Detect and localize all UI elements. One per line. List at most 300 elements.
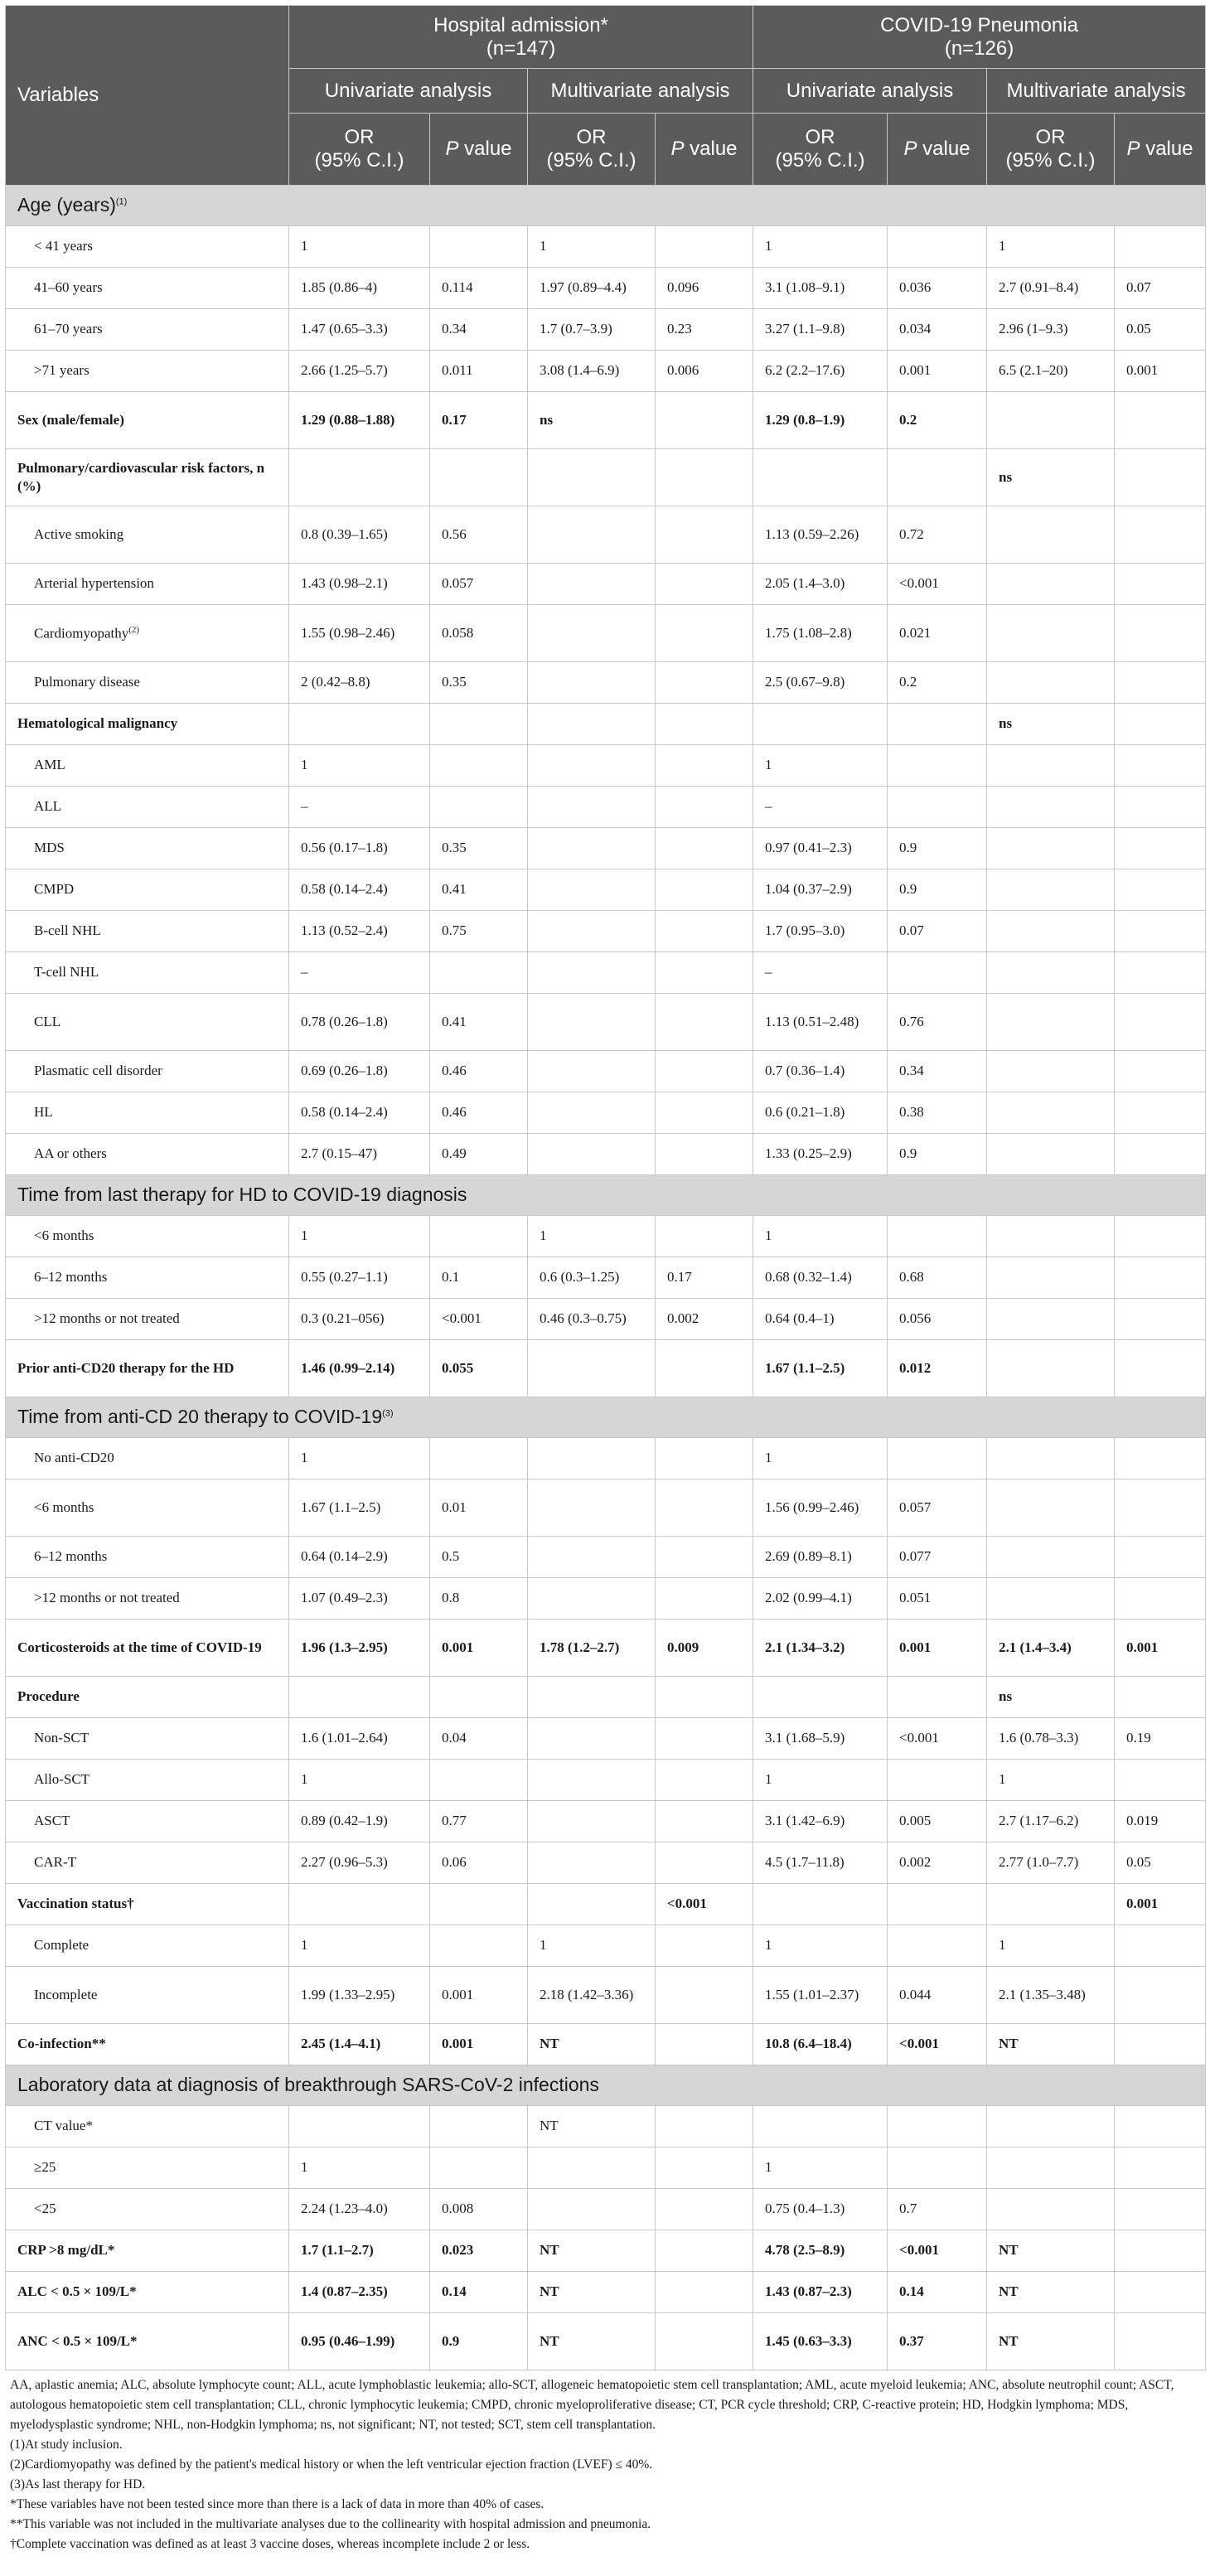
- or-cell: ns: [528, 392, 656, 449]
- p-value-cell: 0.56: [430, 506, 528, 564]
- or-cell: [987, 506, 1115, 564]
- or-cell: 0.97 (0.41–2.3): [753, 828, 888, 869]
- row-label: [6, 1479, 289, 1537]
- p-value-cell: [1115, 392, 1206, 449]
- value-label: value: [690, 138, 738, 161]
- row-label-text: Vaccination status†: [17, 1896, 134, 1912]
- footnote: (2)Cardiomyopathy was defined by the patient's medical history or when the left ventricular ejection fraction (LVEF) ≤ 40%.: [10, 2457, 653, 2472]
- row-label-text: Complete: [34, 1937, 90, 1954]
- or-cell: 1.67 (1.1–2.5): [753, 1340, 888, 1397]
- variable-row: [6, 2024, 1206, 2065]
- p-label: P: [670, 138, 685, 161]
- or-cell: [987, 1134, 1115, 1175]
- p-value-cell: <0.001: [888, 564, 987, 605]
- or-label: OR: [805, 126, 835, 149]
- p-value-cell: [1115, 952, 1206, 994]
- p-value-cell: 0.06: [430, 1842, 528, 1884]
- or-cell: [987, 605, 1115, 662]
- row-label: [6, 392, 289, 449]
- row-label-text: Active smoking: [34, 525, 124, 542]
- row-label-text: 6–12 months: [34, 1548, 108, 1565]
- or-cell: [987, 869, 1115, 911]
- row-label: [6, 1051, 289, 1092]
- or-cell: [528, 828, 656, 869]
- analysis-header: Multivariate analysis: [987, 69, 1206, 114]
- p-value-cell: [888, 1677, 987, 1718]
- variable-row: [6, 704, 1206, 745]
- or-cell: 0.95 (0.46–1.99): [289, 2313, 430, 2370]
- p-value-cell: 0.006: [656, 351, 753, 392]
- or-cell: 1.55 (1.01–2.37): [753, 1967, 888, 2024]
- footnote: *These variables have not been tested since more than there is a lack of data in more than 40% of cases.: [10, 2497, 544, 2512]
- row-label: [6, 2230, 289, 2272]
- or-cell: [528, 745, 656, 787]
- or-cell: [987, 1884, 1115, 1925]
- category-row: [6, 1092, 1206, 1134]
- p-value-cell: [656, 911, 753, 952]
- or-cell: 0.58 (0.14–2.4): [289, 869, 430, 911]
- p-value-cell: [430, 226, 528, 268]
- or-cell: [528, 506, 656, 564]
- row-label: [6, 952, 289, 994]
- p-value-cell: 0.002: [888, 1842, 987, 1884]
- p-value-cell: [888, 226, 987, 268]
- p-value-cell: [656, 1677, 753, 1718]
- or-cell: 2.45 (1.4–4.1): [289, 2024, 430, 2065]
- row-label-text: CLL: [34, 1013, 61, 1029]
- or-cell: [528, 1438, 656, 1479]
- p-value-cell: 0.114: [430, 268, 528, 309]
- group-title: COVID-19 Pneumonia: [880, 13, 1078, 36]
- row-label: [6, 745, 289, 787]
- or-cell: NT: [528, 2272, 656, 2313]
- or-cell: 0.69 (0.26–1.8): [289, 1051, 430, 1092]
- or-ci-header: [528, 114, 656, 186]
- p-value-cell: 0.37: [888, 2313, 987, 2370]
- or-cell: 2 (0.42–8.8): [289, 662, 430, 704]
- row-label: [6, 1134, 289, 1175]
- category-row: [6, 506, 1206, 564]
- or-cell: 2.66 (1.25–5.7): [289, 351, 430, 392]
- p-value-cell: [430, 1438, 528, 1479]
- row-label: [6, 506, 289, 564]
- or-cell: 1: [289, 226, 430, 268]
- or-cell: 2.1 (1.34–3.2): [753, 1620, 888, 1677]
- or-cell: [289, 2106, 430, 2147]
- or-cell: 1: [753, 2147, 888, 2189]
- category-row: [6, 226, 1206, 268]
- p-value-cell: [888, 704, 987, 745]
- p-value-cell: 0.019: [1115, 1801, 1206, 1842]
- or-cell: 0.6 (0.21–1.8): [753, 1092, 888, 1134]
- p-value-cell: [888, 1216, 987, 1257]
- group-title: Hospital admission*: [433, 13, 608, 36]
- or-cell: 1: [528, 1216, 656, 1257]
- row-label: [6, 564, 289, 605]
- row-label-text: No anti-CD20: [34, 1450, 114, 1466]
- p-value-cell: [1115, 2313, 1206, 2370]
- or-cell: 1.99 (1.33–2.95): [289, 1967, 430, 2024]
- p-value-cell: 0.14: [430, 2272, 528, 2313]
- or-cell: 1.6 (1.01–2.64): [289, 1718, 430, 1760]
- p-value-cell: [430, 2147, 528, 2189]
- p-value-cell: 0.35: [430, 662, 528, 704]
- or-cell: –: [289, 787, 430, 828]
- or-cell: 1.43 (0.87–2.3): [753, 2272, 888, 2313]
- p-label: P: [903, 138, 917, 161]
- p-value-cell: [656, 449, 753, 506]
- row-label-text: <25: [34, 2201, 56, 2217]
- row-label-text: >12 months or not treated: [34, 1310, 180, 1327]
- p-value-cell: 0.009: [656, 1620, 753, 1677]
- row-label: [6, 1438, 289, 1479]
- p-value-cell: 0.19: [1115, 1718, 1206, 1760]
- p-value-cell: [656, 1051, 753, 1092]
- p-value-cell: 0.044: [888, 1967, 987, 2024]
- category-row: [6, 869, 1206, 911]
- p-value-cell: 0.9: [430, 2313, 528, 2370]
- or-cell: ns: [987, 1677, 1115, 1718]
- category-row: [6, 1051, 1206, 1092]
- or-cell: 2.5 (0.67–9.8): [753, 662, 888, 704]
- p-value-cell: <0.001: [888, 2024, 987, 2065]
- or-cell: [987, 2189, 1115, 2230]
- p-value-cell: [656, 564, 753, 605]
- or-cell: 1.07 (0.49–2.3): [289, 1578, 430, 1620]
- or-cell: 1.13 (0.59–2.26): [753, 506, 888, 564]
- or-cell: 0.6 (0.3–1.25): [528, 1257, 656, 1299]
- value-label: value: [922, 138, 970, 161]
- or-cell: 1: [753, 1760, 888, 1801]
- footnote-marker: (1): [115, 196, 128, 207]
- p-value-cell: [656, 1760, 753, 1801]
- footnote-marker: (2): [128, 624, 140, 635]
- p-value-cell: [656, 506, 753, 564]
- or-cell: NT: [528, 2106, 656, 2147]
- or-cell: NT: [528, 2313, 656, 2370]
- or-cell: 1: [753, 1438, 888, 1479]
- p-value-cell: [888, 2106, 987, 2147]
- row-label: [6, 351, 289, 392]
- ci-label: (95% C.I.): [314, 149, 404, 172]
- section-row: [6, 1397, 1206, 1438]
- category-row: [6, 1842, 1206, 1884]
- p-value-cell: 0.008: [430, 2189, 528, 2230]
- category-row: [6, 1578, 1206, 1620]
- or-cell: [753, 1677, 888, 1718]
- p-value-cell: [656, 1842, 753, 1884]
- p-value-cell: 0.011: [430, 351, 528, 392]
- p-value-cell: <0.001: [888, 2230, 987, 2272]
- or-cell: 4.78 (2.5–8.9): [753, 2230, 888, 2272]
- p-value-cell: 0.001: [430, 2024, 528, 2065]
- table-body: [6, 186, 1206, 2370]
- or-cell: [987, 1216, 1115, 1257]
- p-value-cell: 0.34: [888, 1051, 987, 1092]
- p-value-cell: 0.49: [430, 1134, 528, 1175]
- p-value-cell: 0.46: [430, 1092, 528, 1134]
- p-value-cell: [656, 869, 753, 911]
- section-heading: [6, 1175, 1206, 1216]
- or-cell: [987, 1578, 1115, 1620]
- p-value-cell: [1115, 1677, 1206, 1718]
- p-value-cell: 0.9: [888, 828, 987, 869]
- p-value-cell: 0.41: [430, 869, 528, 911]
- row-label-text: >12 months or not treated: [34, 1590, 180, 1606]
- p-value-cell: 0.021: [888, 605, 987, 662]
- row-label: [6, 268, 289, 309]
- p-value-cell: 0.023: [430, 2230, 528, 2272]
- p-value-cell: [1115, 787, 1206, 828]
- p-value-cell: [656, 2230, 753, 2272]
- category-row: [6, 2147, 1206, 2189]
- variables-header: Variables: [6, 6, 289, 186]
- p-value-cell: 0.35: [430, 828, 528, 869]
- p-value-cell: 0.012: [888, 1340, 987, 1397]
- or-cell: NT: [987, 2313, 1115, 2370]
- or-cell: [987, 828, 1115, 869]
- row-label: [6, 605, 289, 662]
- row-label-text: >71 years: [34, 362, 90, 379]
- footnote: AA, aplastic anemia; ALC, absolute lymphocyte count; ALL, acute lymphoblastic leukemia; allo-SCT, allogeneic hematopoietic stem cell transplantation; AML, acute myeloid leukemia; ANC, absolute neutrophil count; ASCT, autologous hematopoietic stem cell transplantation; CLL, chronic lymphocytic leukemia; CMPD, chronic myeloproliferative disease; CT, PCR cycle threshold; CRP, C-reactive protein; HD, Hodgkin lymphoma; MDS, myelodysplastic syndrome; NHL, non-Hodgkin lymphoma; ns, not significant; NT, not tested; SCT, stem cell transplantation.: [10, 2378, 1174, 2433]
- or-cell: 0.64 (0.4–1): [753, 1299, 888, 1340]
- row-label-text: 6–12 months: [34, 1269, 108, 1286]
- p-value-cell: [656, 787, 753, 828]
- p-value-cell: [888, 2147, 987, 2189]
- or-cell: [528, 605, 656, 662]
- p-value-cell: [430, 952, 528, 994]
- p-value-cell: [1115, 449, 1206, 506]
- or-cell: [528, 1479, 656, 1537]
- category-row: [6, 1801, 1206, 1842]
- p-value-cell: [656, 1925, 753, 1967]
- category-row: [6, 828, 1206, 869]
- p-value-cell: 0.058: [430, 605, 528, 662]
- p-value-cell: [430, 1677, 528, 1718]
- row-label-text: Corticosteroids at the time of COVID-19: [17, 1639, 262, 1655]
- or-cell: [528, 564, 656, 605]
- section-label: Laboratory data at diagnosis of breakthrough SARS-CoV-2 infections: [17, 2074, 599, 2096]
- row-label-text: CT value*: [34, 2118, 93, 2134]
- p-value-cell: 0.9: [888, 1134, 987, 1175]
- or-cell: [753, 449, 888, 506]
- p-value-cell: 0.001: [1115, 1884, 1206, 1925]
- or-label: OR: [576, 126, 607, 149]
- variable-row: [6, 1884, 1206, 1925]
- or-cell: 3.1 (1.42–6.9): [753, 1801, 888, 1842]
- p-value-cell: [1115, 828, 1206, 869]
- p-value-cell: [656, 952, 753, 994]
- category-row: [6, 564, 1206, 605]
- p-value-cell: [656, 2147, 753, 2189]
- p-value-cell: 0.057: [888, 1479, 987, 1537]
- or-cell: [987, 745, 1115, 787]
- or-cell: [987, 1299, 1115, 1340]
- p-value-header: [656, 114, 753, 186]
- row-label: [6, 911, 289, 952]
- or-cell: 2.1 (1.35–3.48): [987, 1967, 1115, 2024]
- group-header-covid-pneumonia: [753, 6, 1206, 69]
- or-cell: 4.5 (1.7–11.8): [753, 1842, 888, 1884]
- row-label: [6, 449, 289, 506]
- p-value-cell: 0.034: [888, 309, 987, 351]
- row-label: [6, 1925, 289, 1967]
- or-cell: –: [753, 787, 888, 828]
- footnote-marker: (3): [382, 1408, 394, 1419]
- or-cell: 1: [289, 2147, 430, 2189]
- variable-row: [6, 392, 1206, 449]
- section-row: [6, 1175, 1206, 1216]
- p-value-cell: [1115, 1438, 1206, 1479]
- or-cell: 1: [289, 1760, 430, 1801]
- or-cell: 0.8 (0.39–1.65): [289, 506, 430, 564]
- p-value-cell: [656, 662, 753, 704]
- row-label: [6, 2024, 289, 2065]
- or-cell: [987, 787, 1115, 828]
- p-value-cell: [1115, 1967, 1206, 2024]
- p-value-cell: [1115, 745, 1206, 787]
- row-label: [6, 1842, 289, 1884]
- category-row: [6, 952, 1206, 994]
- p-value-cell: [430, 1216, 528, 1257]
- or-cell: [528, 2189, 656, 2230]
- or-cell: [987, 662, 1115, 704]
- table-header: [6, 6, 1206, 186]
- category-row: [6, 2189, 1206, 2230]
- p-value-cell: [1115, 2230, 1206, 2272]
- p-value-cell: 0.07: [1115, 268, 1206, 309]
- or-cell: [987, 1257, 1115, 1299]
- or-cell: NT: [528, 2024, 656, 2065]
- or-cell: [753, 1884, 888, 1925]
- or-cell: [987, 2147, 1115, 2189]
- or-cell: ns: [987, 449, 1115, 506]
- p-value-cell: [1115, 1760, 1206, 1801]
- or-cell: NT: [987, 2272, 1115, 2313]
- p-value-cell: [430, 449, 528, 506]
- p-value-cell: [656, 1479, 753, 1537]
- p-value-cell: [430, 787, 528, 828]
- category-row: [6, 268, 1206, 309]
- p-value-cell: 0.07: [888, 911, 987, 952]
- or-cell: 1.43 (0.98–2.1): [289, 564, 430, 605]
- p-value-cell: [1115, 226, 1206, 268]
- row-label-text: Hematological malignancy: [17, 715, 178, 732]
- p-value-cell: [1115, 2147, 1206, 2189]
- or-cell: 0.55 (0.27–1.1): [289, 1257, 430, 1299]
- p-value-cell: [1115, 1051, 1206, 1092]
- row-label: [6, 1578, 289, 1620]
- p-value-cell: 0.005: [888, 1801, 987, 1842]
- group-n: (n=126): [944, 36, 1014, 60]
- or-cell: [528, 1092, 656, 1134]
- p-value-cell: 0.75: [430, 911, 528, 952]
- or-cell: [528, 911, 656, 952]
- category-row: [6, 745, 1206, 787]
- row-label-text: AA or others: [34, 1145, 107, 1162]
- or-cell: 1.45 (0.63–3.3): [753, 2313, 888, 2370]
- or-cell: [987, 1537, 1115, 1578]
- row-label: [6, 828, 289, 869]
- or-cell: 1.7 (0.95–3.0): [753, 911, 888, 952]
- p-value-cell: [1115, 911, 1206, 952]
- or-cell: 1.56 (0.99–2.46): [753, 1479, 888, 1537]
- row-label: [6, 2147, 289, 2189]
- row-label-text: <6 months: [34, 1227, 94, 1244]
- p-value-cell: 0.1: [430, 1257, 528, 1299]
- variable-row: [6, 2272, 1206, 2313]
- or-cell: 1: [289, 1438, 430, 1479]
- section-heading: [6, 186, 1206, 226]
- row-label-text: T-cell NHL: [34, 964, 99, 981]
- or-cell: 0.64 (0.14–2.9): [289, 1537, 430, 1578]
- or-cell: 0.89 (0.42–1.9): [289, 1801, 430, 1842]
- or-cell: 3.08 (1.4–6.9): [528, 351, 656, 392]
- p-value-cell: [1115, 704, 1206, 745]
- row-label: [6, 1216, 289, 1257]
- or-cell: [987, 1051, 1115, 1092]
- or-cell: [528, 1677, 656, 1718]
- or-cell: 2.7 (1.17–6.2): [987, 1801, 1115, 1842]
- category-row: [6, 1537, 1206, 1578]
- or-label: OR: [344, 126, 375, 149]
- footnote: **This variable was not included in the multivariate analyses due to the collinearity with hospital admission and pneumonia.: [10, 2517, 651, 2532]
- or-cell: 1: [987, 226, 1115, 268]
- or-cell: 1.7 (1.1–2.7): [289, 2230, 430, 2272]
- row-label-text: CMPD: [34, 881, 75, 898]
- section-heading: [6, 1397, 1206, 1438]
- or-cell: 1.29 (0.88–1.88): [289, 392, 430, 449]
- or-cell: NT: [528, 2230, 656, 2272]
- row-label: [6, 1760, 289, 1801]
- row-label-text: CRP >8 mg/dL*: [17, 2242, 115, 2259]
- or-cell: 2.02 (0.99–4.1): [753, 1578, 888, 1620]
- row-label-text: Procedure: [17, 1688, 80, 1705]
- p-value-cell: 0.055: [430, 1340, 528, 1397]
- p-value-cell: [656, 704, 753, 745]
- ci-label: (95% C.I.): [546, 149, 636, 172]
- variable-row: [6, 1677, 1206, 1718]
- variable-row: [6, 1340, 1206, 1397]
- or-cell: [528, 1578, 656, 1620]
- p-value-cell: [888, 787, 987, 828]
- p-value-cell: [888, 1884, 987, 1925]
- or-cell: [528, 1134, 656, 1175]
- or-cell: 2.7 (0.15–47): [289, 1134, 430, 1175]
- or-cell: [528, 787, 656, 828]
- row-label: [6, 869, 289, 911]
- row-label: [6, 994, 289, 1051]
- row-label-text: Pulmonary disease: [34, 674, 140, 690]
- row-label: [6, 226, 289, 268]
- category-row: [6, 1438, 1206, 1479]
- category-row: [6, 911, 1206, 952]
- or-cell: [528, 2147, 656, 2189]
- p-value-cell: 0.057: [430, 564, 528, 605]
- or-cell: [289, 449, 430, 506]
- or-cell: –: [753, 952, 888, 994]
- or-cell: NT: [987, 2230, 1115, 2272]
- p-value-cell: 0.2: [888, 392, 987, 449]
- row-label: [6, 704, 289, 745]
- ci-label: (95% C.I.): [1005, 149, 1096, 172]
- p-value-cell: [1115, 1216, 1206, 1257]
- p-value-cell: [656, 1340, 753, 1397]
- or-cell: [289, 704, 430, 745]
- p-value-cell: [430, 1884, 528, 1925]
- or-cell: 6.2 (2.2–17.6): [753, 351, 888, 392]
- p-value-cell: [888, 1925, 987, 1967]
